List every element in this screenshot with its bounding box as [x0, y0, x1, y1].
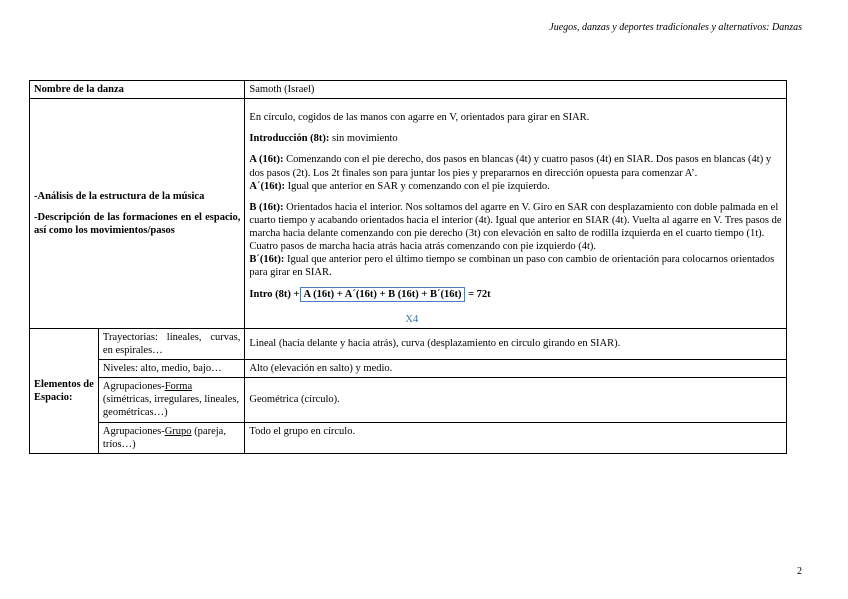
- shape-label-prefix: Agrupaciones-: [102, 381, 165, 393]
- formula-post: = 72t: [468, 288, 491, 300]
- a2-paragraph: [249, 180, 782, 193]
- repeat-label: X4: [405, 313, 419, 325]
- a2-title: A´(16t):: [249, 180, 285, 192]
- running-header: Juegos, danzas y deportes tradicionales y alternativos: Danzas: [549, 22, 802, 33]
- a2-text: Igual que anterior en SAR y comenzando con el pie izquierdo.: [284, 180, 550, 192]
- a-paragraph: [249, 153, 782, 179]
- analysis-label: -Análisis de la estructura de la música: [34, 190, 205, 202]
- trajectories-label: Trayectorias: lineales, curvas, en espirales…: [98, 328, 245, 359]
- dance-table: [29, 80, 787, 454]
- formula-box: A (16t) + A´(16t) + B (16t) + B´(16t): [300, 287, 466, 302]
- group-label: [98, 422, 245, 453]
- levels-label: Niveles: alto, medio, bajo…: [98, 360, 245, 378]
- introduccion-title: Introducción (8t):: [249, 133, 330, 145]
- b-paragraph: [249, 201, 782, 254]
- a-title: A (16t):: [249, 154, 284, 166]
- formula-pre: Intro (8t) +: [249, 288, 300, 300]
- space-label: Elementos de Espacio:: [30, 328, 99, 453]
- b2-title: B´(16t):: [249, 254, 285, 266]
- formations-label: -Descripción de las formaciones en el espacio, así como los movimientos/pasos: [34, 211, 241, 236]
- b2-text: Igual que anterior pero el último tiempo se combinan un paso con cambio de orientación para colocarnos orientados para girar en SIAR.: [249, 254, 775, 279]
- table-row: [30, 378, 787, 422]
- shape-value: Geométrica (círculo).: [245, 378, 787, 422]
- page-number: 2: [797, 566, 802, 577]
- group-value: Todo el grupo en círculo.: [245, 422, 787, 453]
- introduccion-paragraph: [249, 132, 782, 145]
- group-label-suffix: (pareja, tríos…): [102, 425, 226, 450]
- description-cell: [245, 99, 787, 329]
- trajectories-value: Lineal (hacia delante y hacia atrás), curva (desplazamiento en circulo girando en SIAR).: [245, 328, 787, 359]
- table-row: [30, 99, 787, 329]
- group-label-prefix: Agrupaciones-: [102, 425, 165, 437]
- table-row: [30, 360, 787, 378]
- intro-line: En círculo, cogidos de las manos con agarre en V, orientados para girar en SIAR.: [249, 112, 590, 124]
- name-value: Samoth (Israel): [245, 81, 787, 99]
- introduccion-text: sin movimiento: [329, 133, 398, 145]
- b2-paragraph: [249, 253, 782, 279]
- b-text: Orientados hacia el interior. Nos soltamos del agarre en V. Giro en SAR con desplazamiento con doble palmada en el cuarto tiempo y acabando orientados hacia el interior (4t). Igual que anterior en SIAR (4t). Vuelta al agarre en V. Tres pasos de marcha hacia delante comenzando con pie derecho (3t) con elevación en salto de rodilla izquierda en el cuarto tiempo (1t). Cuatro pasos de marcha hacia atrás hacia atrás comenzando con pie izquierdo (4t).: [249, 201, 782, 253]
- shape-link: Forma: [164, 381, 193, 393]
- analysis-cell: [30, 99, 245, 329]
- shape-label-suffix: (simétricas, irregulares, lineales, geométricas…): [102, 394, 240, 419]
- shape-label: [98, 378, 245, 422]
- table-row: [30, 328, 787, 359]
- a-text: Comenzando con el pie derecho, dos pasos en blancas (4t) y cuatro pasos (4t) en SIAR. Dos pasos en blancas (4t) y dos pasos (2t). Los 2t finales son para juntar los pies y prepararnos en dirección opuesta para comenzar A’.: [249, 154, 772, 179]
- group-link: Grupo: [164, 425, 192, 437]
- name-label: Nombre de la danza: [30, 81, 245, 99]
- b-title: B (16t):: [249, 201, 284, 213]
- structure-formula: [249, 288, 782, 301]
- levels-value: Alto (elevación en salto) y medio.: [245, 360, 787, 378]
- table-row: [30, 422, 787, 453]
- table-row: [30, 81, 787, 99]
